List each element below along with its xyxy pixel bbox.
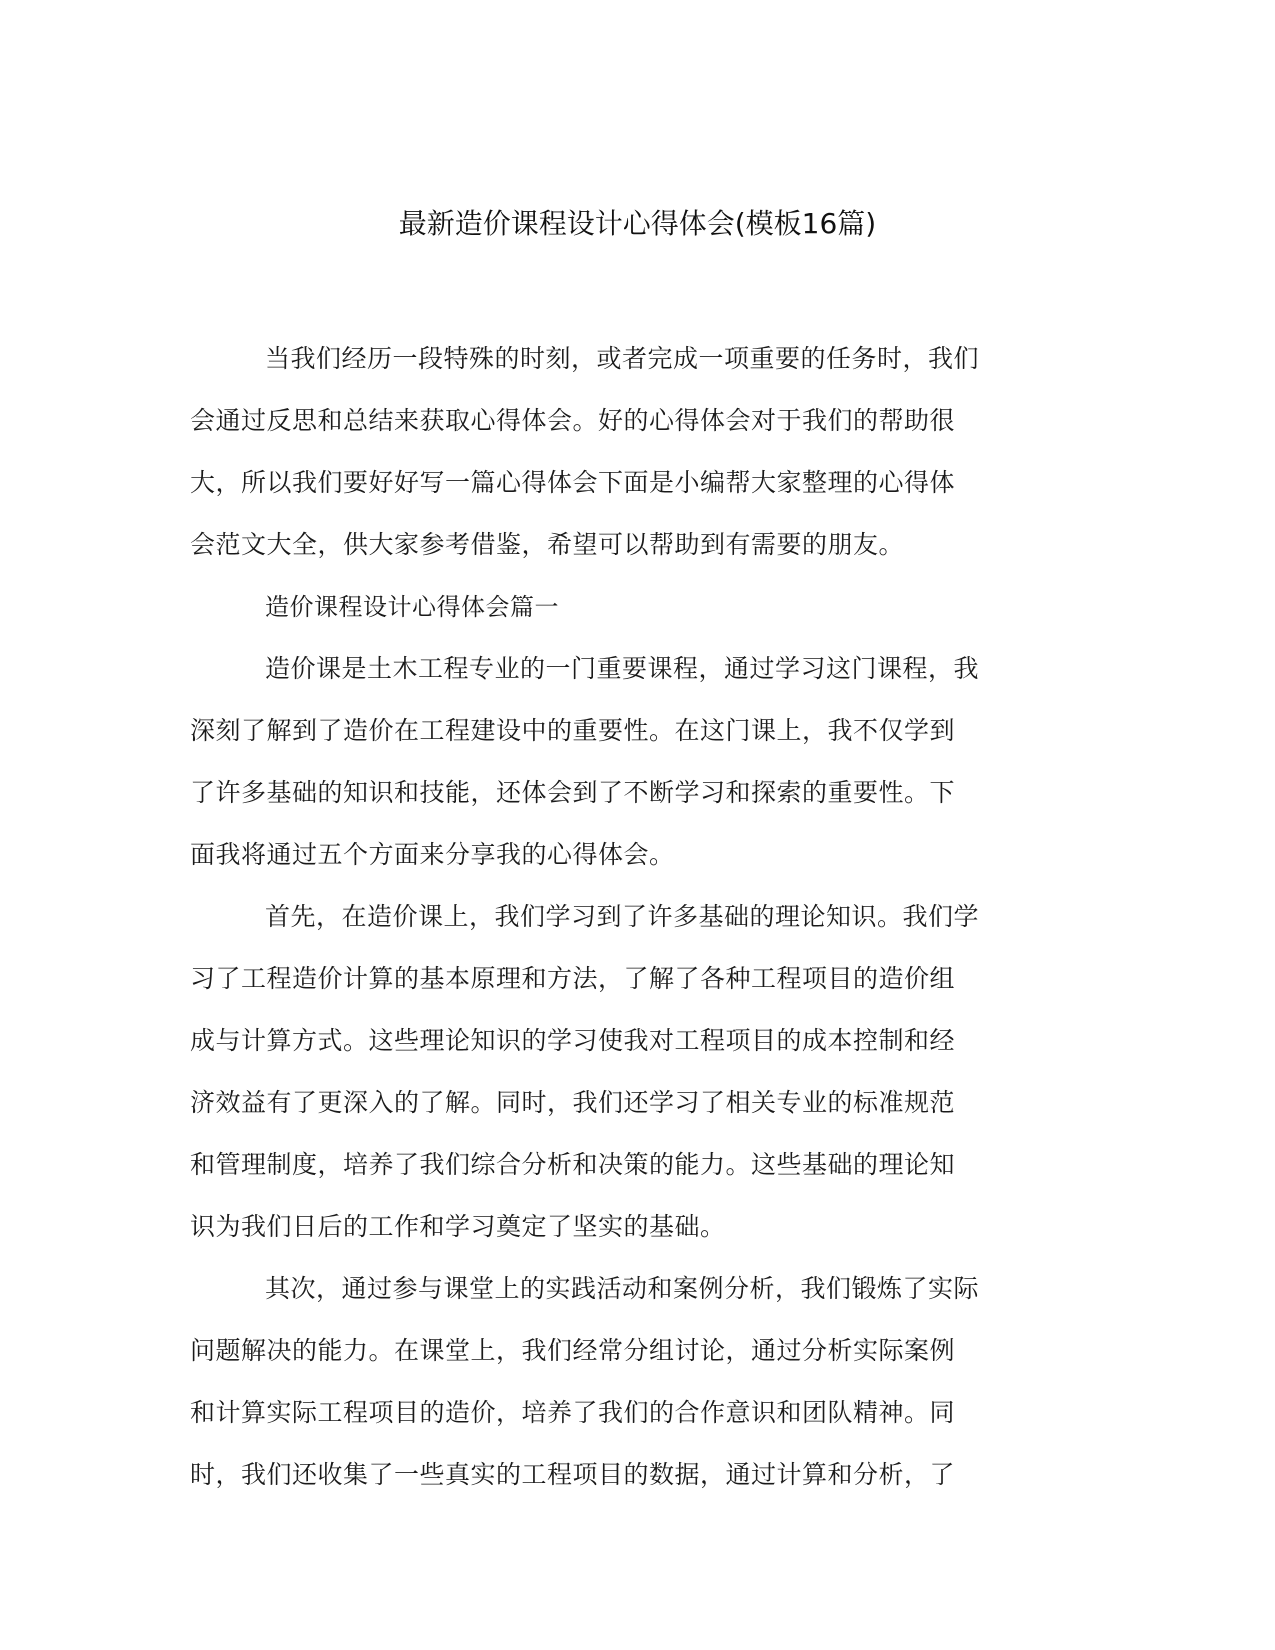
paragraph-2 <box>190 886 1080 1258</box>
intro-line: 当我们经历一段特殊的时刻，或者完成一项重要的任务时，我们 <box>265 344 980 373</box>
paragraph-1 <box>190 638 1080 886</box>
paragraph-line: 时，我们还收集了一些真实的工程项目的数据，通过计算和分析，了 <box>190 1460 956 1489</box>
paragraph-3 <box>190 1258 1080 1506</box>
section-heading: 造价课程设计心得体会篇一 <box>265 593 559 621</box>
paragraph-line: 了许多基础的知识和技能，还体会到了不断学习和探索的重要性。下 <box>190 778 956 807</box>
paragraph-line: 问题解决的能力。在课堂上，我们经常分组讨论，通过分析实际案例 <box>190 1336 956 1365</box>
paragraph-line: 深刻了解到了造价在工程建设中的重要性。在这门课上，我不仅学到 <box>190 716 956 745</box>
intro-line: 会范文大全，供大家参考借鉴，希望可以帮助到有需要的朋友。 <box>190 530 905 559</box>
document-title: 最新造价课程设计心得体会(模板16篇) <box>398 207 877 240</box>
paragraph-line: 首先，在造价课上，我们学习到了许多基础的理论知识。我们学 <box>265 902 980 931</box>
paragraph-line: 其次，通过参与课堂上的实践活动和案例分析，我们锻炼了实际 <box>265 1274 980 1303</box>
intro-paragraph <box>190 328 1080 576</box>
intro-line: 会通过反思和总结来获取心得体会。好的心得体会对于我们的帮助很 <box>190 406 956 435</box>
paragraph-line: 面我将通过五个方面来分享我的心得体会。 <box>190 840 675 869</box>
document-body <box>190 328 1080 1506</box>
paragraph-line: 成与计算方式。这些理论知识的学习使我对工程项目的成本控制和经 <box>190 1026 956 1055</box>
intro-line: 大，所以我们要好好写一篇心得体会下面是小编帮大家整理的心得体 <box>190 468 956 497</box>
paragraph-line: 和计算实际工程项目的造价，培养了我们的合作意识和团队精神。同 <box>190 1398 956 1427</box>
paragraph-line: 造价课是土木工程专业的一门重要课程，通过学习这门课程，我 <box>265 654 980 683</box>
paragraph-line: 识为我们日后的工作和学习奠定了坚实的基础。 <box>190 1212 726 1241</box>
paragraph-line: 济效益有了更深入的了解。同时，我们还学习了相关专业的标准规范 <box>190 1088 956 1117</box>
paragraph-line: 和管理制度，培养了我们综合分析和决策的能力。这些基础的理论知 <box>190 1150 956 1179</box>
paragraph-line: 习了工程造价计算的基本原理和方法，了解了各种工程项目的造价组 <box>190 964 956 993</box>
